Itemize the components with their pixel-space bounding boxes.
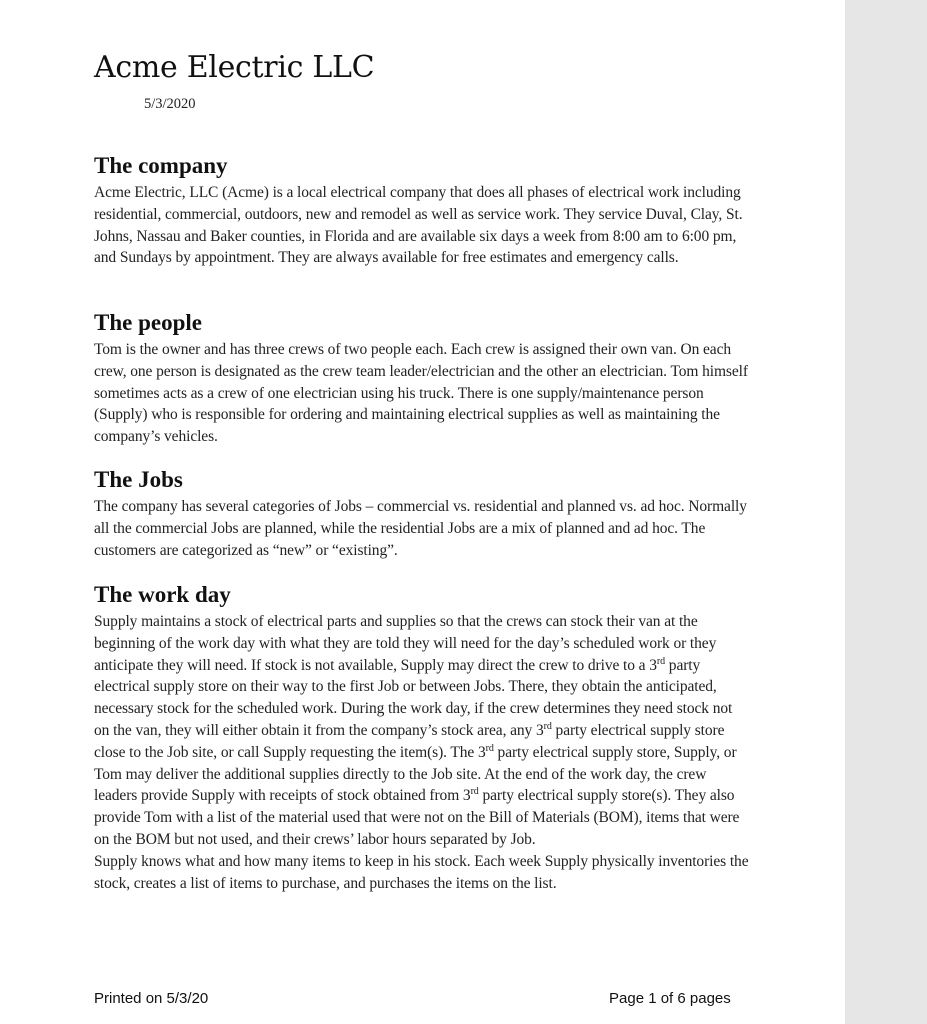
viewer-background [845,0,927,1024]
superscript: rd [485,742,494,754]
section-the-company [94,150,749,269]
section-heading: The work day [94,582,231,607]
text-run: party electrical supply store, Supply, or Tom may deliver the additional supplies directly to the Job site. At the end of the work day, the crew leaders provide Supply with receipts of stock obtained from 3 [94,743,737,805]
footer-printed-date: Printed on 5/3/20 [94,990,209,1007]
section-heading: The Jobs [94,467,183,492]
text-run: party electrical supply store(s). They also provide Tom with a list of the material used that were not on the Bill of Materials (BOM), items that were on the BOM but not used, and their crews’ labor hours separated by Job. [94,787,740,848]
text-run: Supply maintains a stock of electrical parts and supplies so that the crews can stock their van at the beginning of the work day with what they are told they will need for the day’s scheduled work or they anticipate they will need. If stock is not available, Supply may direct the crew to drive to a 3 [94,613,717,674]
superscript: rd [543,720,552,732]
text-run: party electrical supply store on their way to the first Job or between Jobs. There, they obtain the anticipated, necessary stock for the scheduled work. During the work day, if the crew determines they need stock not on the van, they will either obtain it from the company’s stock area, any 3 [94,656,733,739]
superscript: rd [470,786,479,798]
section-paragraph: Supply knows what and how many items to keep in his stock. Each week Supply physically inventories the stock, creates a list of items to purchase, and purchases the items on the list. [94,852,749,892]
section-paragraph: Tom is the owner and has three crews of two people each. Each crew is assigned their own van. On each crew, one person is designated as the crew team leader/electrician and the other an electrician. Tom himself sometimes acts as a crew of one electrician using his truck. There is one supply/maintenance person (Supply) who is responsible for ordering and maintaining electrical supplies as well as maintaining the company’s vehicles. [94,341,748,446]
document-title: Acme Electric LLC [94,50,375,85]
section-the-jobs [94,464,749,561]
section-paragraph: The company has several categories of Jobs – commercial vs. residential and planned vs. ad hoc. Normally all the commercial Jobs are planned, while the residential Jobs are a mix of planned and ad hoc. The customers are categorized as “new” or “existing”. [94,498,747,559]
section-heading: The people [94,310,202,335]
section-paragraph: Acme Electric, LLC (Acme) is a local electrical company that does all phases of electrical work including residential, commercial, outdoors, new and remodel as well as service work. They service Duval, Clay, St. Johns, Nassau and Baker counties, in Florida and are available six days a week from 8:00 am to 6:00 pm, and Sundays by appointment. They are always available for free estimates and emergency calls. [94,184,743,267]
footer-page-number: Page 1 of 6 pages [609,990,731,1007]
text-run: party electrical supply store close to the Job site, or call Supply requesting the item(s). The 3 [94,721,725,761]
section-the-people [94,307,749,448]
section-the-work-day [94,579,749,894]
document-date: 5/3/2020 [144,96,196,112]
section-paragraph [94,611,749,851]
superscript: rd [656,655,666,667]
section-heading: The company [94,153,228,178]
